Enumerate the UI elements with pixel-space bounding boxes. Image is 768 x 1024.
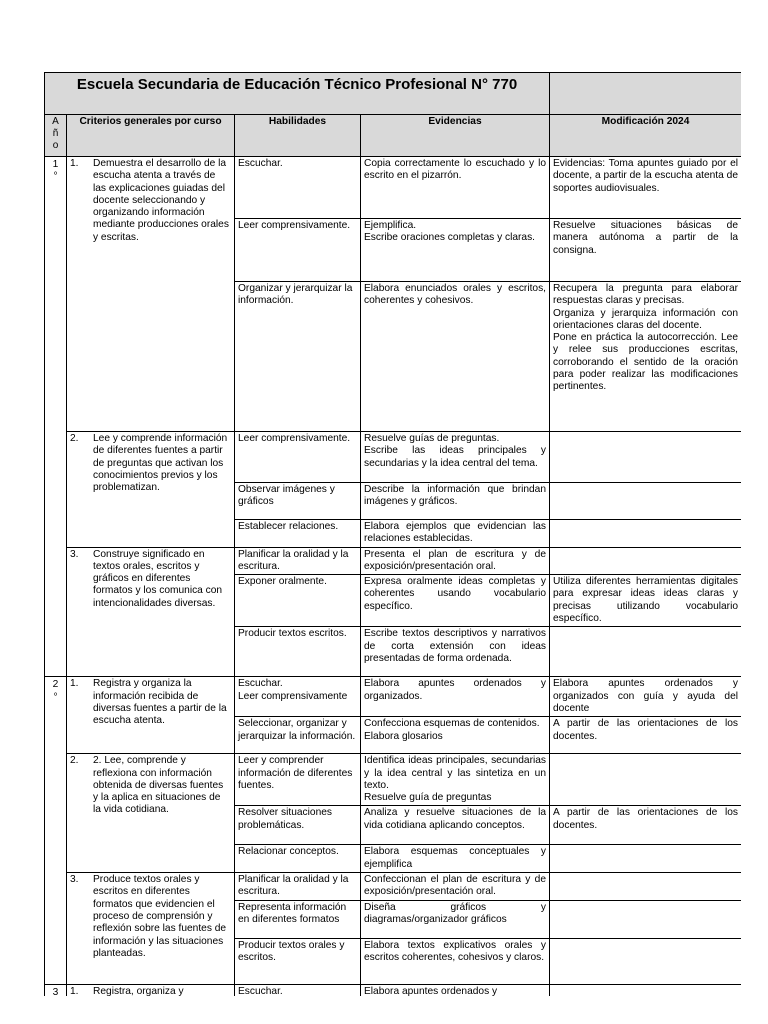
evidencia-cell: Elabora enunciados orales y escritos, coherentes y cohesivos. xyxy=(361,282,550,432)
document-sheet xyxy=(44,72,741,996)
evidencia-cell: Escribe textos descriptivos y narrativos de corta extensión con ideas presentadas de forma ordenada. xyxy=(361,627,550,677)
modificacion-cell xyxy=(550,627,741,677)
habilidad-cell: Seleccionar, organizar y jerarquizar la información. xyxy=(235,717,361,754)
evidencia-cell: Resuelve guías de preguntas. Escribe las ideas principales y secundarias y la idea central del tema. xyxy=(361,432,550,483)
modificacion-cell xyxy=(550,520,741,548)
evidencia-cell: Analiza y resuelve situaciones de la vida cotidiana aplicando conceptos. xyxy=(361,806,550,845)
habilidad-cell: Planificar la oralidad y la escritura. xyxy=(235,547,361,575)
habilidad-cell: Representa información en diferentes formatos xyxy=(235,900,361,938)
header-modificacion: Modificación 2024 xyxy=(550,115,741,157)
habilidad-cell: Escuchar. xyxy=(235,984,361,996)
modificacion-cell xyxy=(550,432,741,483)
modificacion-cell: Elabora apuntes ordenados y organizados con guía y ayuda del docente xyxy=(550,677,741,717)
evidencia-cell: Ejemplifica. Escribe oraciones completas y claras. xyxy=(361,219,550,282)
criterio-text: Demuestra el desarrollo de la escucha atenta a través de las explicaciones guiadas del docente seleccionando y organizando información mediante producciones orales y escritas. xyxy=(93,158,229,243)
anio-cell xyxy=(45,677,67,984)
modificacion-cell xyxy=(550,873,741,901)
habilidad-cell: Leer comprensivamente. xyxy=(235,219,361,282)
modificacion-cell: A partir de las orientaciones de los docentes. xyxy=(550,806,741,845)
criterio-text: Registra, organiza y xyxy=(93,985,184,996)
criterio-cell xyxy=(67,432,235,548)
modificacion-cell: A partir de las orientaciones de los docentes. xyxy=(550,717,741,754)
evidencia-cell: Confeccionan el plan de escritura y de exposición/presentación oral. xyxy=(361,873,550,901)
criterio-text: 2. Lee, comprende y reflexiona con información obtenida de diversas fuentes y la aplica en situaciones de la vida cotidiana. xyxy=(93,755,224,816)
header-criterios: Criterios generales por curso xyxy=(67,115,235,157)
habilidad-cell: Escuchar. xyxy=(235,157,361,219)
criterio-cell xyxy=(67,157,235,432)
criterio-text: Produce textos orales y escritos en diferentes formatos que evidencien el proceso de comprensión y reflexión sobre las fuentes de información y las situaciones planteadas. xyxy=(93,874,227,959)
evidencia-cell: Confecciona esquemas de contenidos. Elabora glosarios xyxy=(361,717,550,754)
header-anio xyxy=(45,115,67,157)
criterio-text: Construye significado en textos orales, escritos y gráficos en diferentes formatos y los comunica con intencionalidades diversas. xyxy=(93,548,223,609)
criterio-cell xyxy=(67,754,235,873)
evidencia-cell: Presenta el plan de escritura y de exposición/presentación oral. xyxy=(361,547,550,575)
habilidad-cell: Producir textos escritos. xyxy=(235,627,361,677)
habilidad-cell: Establecer relaciones. xyxy=(235,520,361,548)
criterio-text: Registra y organiza la información recibida de diversas fuentes a partir de la escucha atenta. xyxy=(93,678,227,727)
evidencia-cell: Copia correctamente lo escuchado y lo escrito en el pizarrón. xyxy=(361,157,550,219)
criterio-cell xyxy=(67,873,235,985)
criterio-cell xyxy=(67,984,235,996)
anio-label: 1 ° xyxy=(52,159,59,183)
evidencia-cell: Elabora textos explicativos orales y escritos coherentes, cohesivos y claros. xyxy=(361,938,550,984)
evidencia-cell: Diseña gráficos y diagramas/organizador gráficos xyxy=(361,900,550,938)
header-anio-text: A ñ o xyxy=(52,116,59,151)
anio-cell xyxy=(45,157,67,677)
criterio-number: 1. xyxy=(70,158,79,169)
modificacion-cell: Recupera la pregunta para elaborar respuestas claras y precisas. Organiza y jerarquiza información con orientaciones claras del docente. Pone en práctica la autocorrección. Lee y relee sus producciones escritas, corroborando el sentido de la oración para poder realizar las modificaciones pertinentes. xyxy=(550,282,741,432)
habilidad-cell: Exponer oralmente. xyxy=(235,575,361,627)
habilidad-cell: Resolver situaciones problemáticas. xyxy=(235,806,361,845)
modificacion-cell: Evidencias: Toma apuntes guiado por el docente, a partir de la escucha atenta de soportes audiovisuales. xyxy=(550,157,741,219)
habilidad-cell: Leer comprensivamente. xyxy=(235,432,361,483)
modificacion-cell xyxy=(550,984,741,996)
criterio-cell xyxy=(67,547,235,677)
habilidad-cell: Relacionar conceptos. xyxy=(235,845,361,873)
criterio-cell xyxy=(67,677,235,754)
modificacion-cell: Utiliza diferentes herramientas digitales para expresar ideas ideas claras y precisas utilizando vocabulario específico. xyxy=(550,575,741,627)
modificacion-cell xyxy=(550,483,741,520)
evidencia-cell: Describe la información que brindan imágenes y gráficos. xyxy=(361,483,550,520)
anio-label: 2 ° xyxy=(52,679,59,703)
habilidad-cell: Organizar y jerarquizar la información. xyxy=(235,282,361,432)
evidencia-cell: Identifica ideas principales, secundarias y la idea central y las sintetiza en un texto. Resuelve guía de preguntas xyxy=(361,754,550,806)
school-title: Escuela Secundaria de Educación Técnico Profesional N° 770 xyxy=(45,73,550,115)
anio-cell xyxy=(45,984,67,996)
evidencia-cell: Expresa oralmente ideas completas y coherentes usando vocabulario específico. xyxy=(361,575,550,627)
modificacion-cell xyxy=(550,754,741,806)
modificacion-cell xyxy=(550,845,741,873)
evidencia-cell: Elabora ejemplos que evidencian las relaciones establecidas. xyxy=(361,520,550,548)
header-habilidades: Habilidades xyxy=(235,115,361,157)
header-evidencias: Evidencias xyxy=(361,115,550,157)
criterio-number: 3. xyxy=(70,548,79,560)
criterio-number: 1. xyxy=(70,678,79,690)
habilidad-cell: Producir textos orales y escritos. xyxy=(235,938,361,984)
habilidad-cell: Observar imágenes y gráficos xyxy=(235,483,361,520)
evidencia-cell: Elabora esquemas conceptuales y ejemplifica xyxy=(361,845,550,873)
criterio-number: 2. xyxy=(70,433,79,444)
title-side-cell xyxy=(550,73,741,115)
modificacion-cell: Resuelve situaciones básicas de manera autónoma a partir de la consigna. xyxy=(550,219,741,282)
criterio-number: 1. xyxy=(70,985,79,996)
evidencia-cell: Elabora apuntes ordenados y xyxy=(361,984,550,996)
habilidad-cell: Planificar la oralidad y la escritura. xyxy=(235,873,361,901)
criterio-text: Lee y comprende información de diferentes fuentes a partir de preguntas que activan los conocimientos previos y los problematizan. xyxy=(93,433,228,494)
habilidad-cell: Escuchar. Leer comprensivamente xyxy=(235,677,361,717)
criterio-number: 3. xyxy=(70,874,79,886)
criteria-table xyxy=(44,72,741,996)
modificacion-cell xyxy=(550,938,741,984)
criterio-number: 2. xyxy=(70,755,79,767)
anio-label: 3 xyxy=(52,986,59,996)
habilidad-cell: Leer y comprender información de diferentes fuentes. xyxy=(235,754,361,806)
modificacion-cell xyxy=(550,900,741,938)
evidencia-cell: Elabora apuntes ordenados y organizados. xyxy=(361,677,550,717)
modificacion-cell xyxy=(550,547,741,575)
